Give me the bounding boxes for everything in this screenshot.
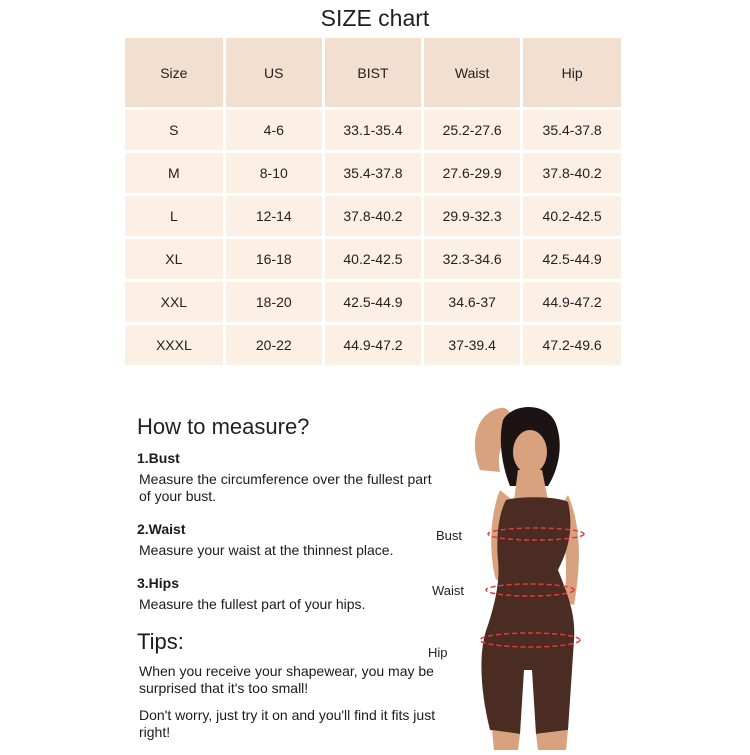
cell-bist: 35.4-37.8 [323, 152, 422, 195]
table-row [125, 281, 621, 324]
cell-us: 8-10 [224, 152, 323, 195]
cell-size: M [125, 152, 224, 195]
model-figure [418, 400, 618, 750]
header-size: Size [125, 38, 224, 109]
cell-waist: 27.6-29.9 [423, 152, 522, 195]
size-chart-table [125, 38, 621, 368]
cell-us: 20-22 [224, 324, 323, 367]
cell-hip: 47.2-49.6 [522, 324, 621, 367]
page-title: SIZE chart [320, 5, 430, 31]
cell-us: 16-18 [224, 238, 323, 281]
cell-waist: 34.6-37 [423, 281, 522, 324]
header-hip: Hip [522, 38, 621, 109]
cell-waist: 32.3-34.6 [423, 238, 522, 281]
header-waist: Waist [423, 38, 522, 109]
table-row [125, 109, 621, 152]
cell-hip: 40.2-42.5 [522, 195, 621, 238]
step-title-bust: 1.Bust [137, 450, 180, 466]
face-shape [513, 430, 547, 474]
cell-bist: 42.5-44.9 [323, 281, 422, 324]
cell-waist: 29.9-32.3 [423, 195, 522, 238]
model-illustration [418, 400, 618, 750]
cell-bist: 44.9-47.2 [323, 324, 422, 367]
cell-size: XL [125, 238, 224, 281]
step-desc-waist: Measure your waist at the thinnest place. [139, 542, 394, 558]
step-desc-bust: Measure the circumference over the fullest part of your bust. [139, 471, 432, 504]
table-row [125, 238, 621, 281]
waist-label: Waist [432, 583, 465, 598]
cell-bist: 37.8-40.2 [323, 195, 422, 238]
cell-waist: 37-39.4 [423, 324, 522, 367]
table-row [125, 324, 621, 367]
table-row [125, 152, 621, 195]
step-title-waist: 2.Waist [137, 521, 186, 537]
measure-instructions [137, 414, 437, 751]
cell-us: 18-20 [224, 281, 323, 324]
tip-line: Don't worry, just try it on and you'll find it fits just right! [139, 707, 436, 740]
cell-size: XXXL [125, 324, 224, 367]
header-us: US [224, 38, 323, 109]
hip-label: Hip [428, 645, 448, 660]
cell-hip: 35.4-37.8 [522, 109, 621, 152]
cell-size: XXL [125, 281, 224, 324]
cell-waist: 25.2-27.6 [423, 109, 522, 152]
cell-us: 4-6 [224, 109, 323, 152]
how-to-heading: How to measure? [137, 414, 310, 439]
cell-size: L [125, 195, 224, 238]
cell-size: S [125, 109, 224, 152]
cell-us: 12-14 [224, 195, 323, 238]
table-header-row [125, 38, 621, 109]
cell-bist: 40.2-42.5 [323, 238, 422, 281]
cell-bist: 33.1-35.4 [323, 109, 422, 152]
cell-hip: 37.8-40.2 [522, 152, 621, 195]
step-title-hips: 3.Hips [137, 575, 180, 591]
tip-line: When you receive your shapewear, you may be surprised that it's too small! [139, 663, 434, 696]
table-row [125, 195, 621, 238]
header-bist: BIST [323, 38, 422, 109]
tips-heading: Tips: [137, 629, 184, 654]
cell-hip: 42.5-44.9 [522, 238, 621, 281]
step-desc-hips: Measure the fullest part of your hips. [139, 596, 366, 612]
bust-label: Bust [436, 528, 463, 543]
cell-hip: 44.9-47.2 [522, 281, 621, 324]
